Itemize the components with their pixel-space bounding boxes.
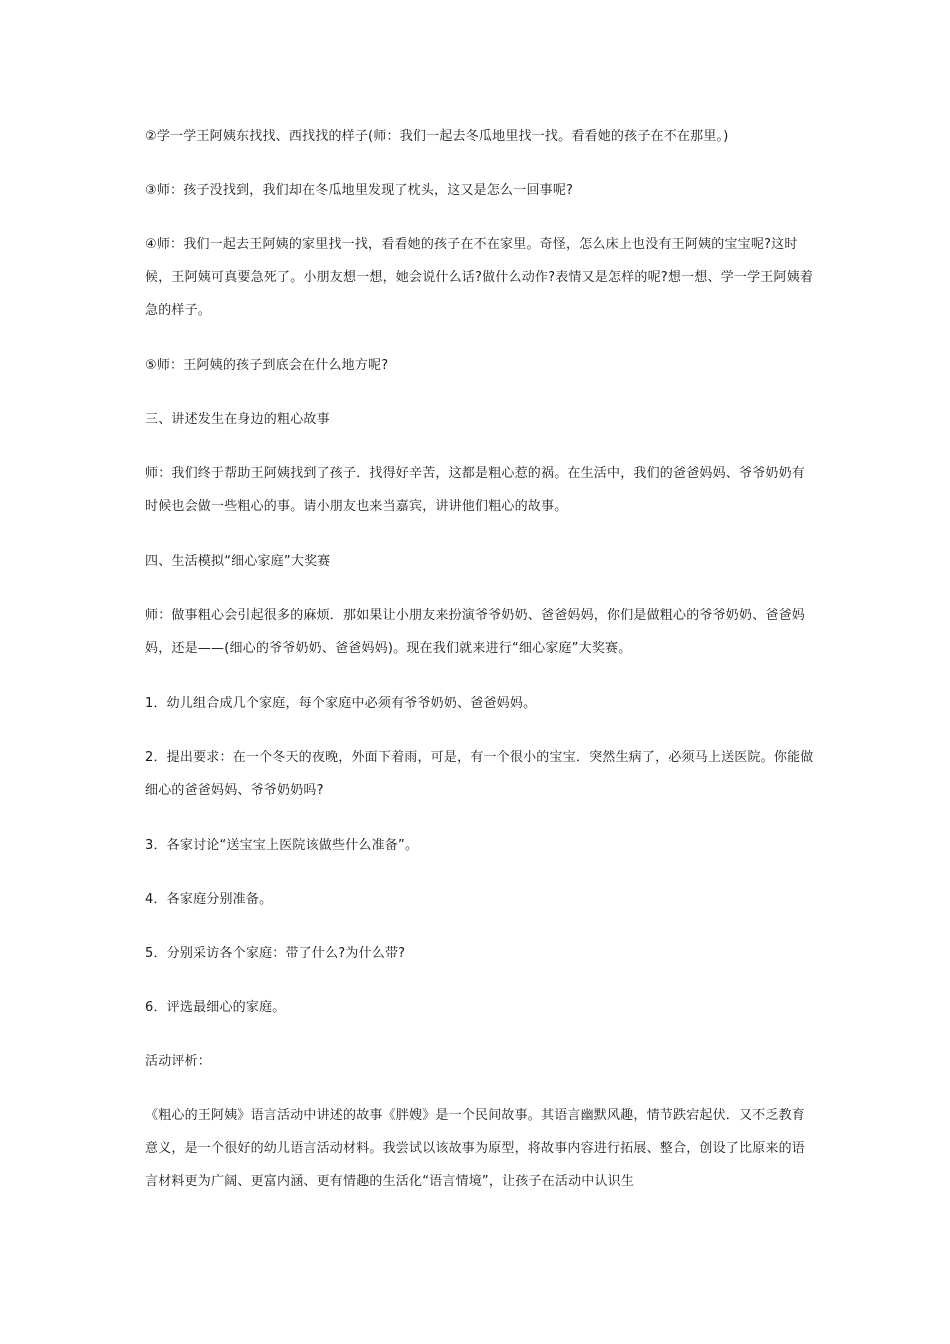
list-item-4: 4．各家庭分别准备。 — [145, 892, 273, 907]
list-item-1: 1．幼儿组合成几个家庭，每个家庭中必须有爷爷奶奶、爸爸妈妈。 — [145, 696, 537, 711]
evaluation-heading: 活动评析： — [145, 1054, 212, 1069]
paragraph-section-4-body: 师：做事粗心会引起很多的麻烦．那如果让小朋友来扮演爷爷奶奶、爸爸妈妈，你们是做粗心的爷爷奶奶、爸爸妈妈，还是——(细心的爷爷奶奶、爸爸妈妈)。现在我们就来进行“细心家庭”大奖赛。 — [145, 608, 806, 656]
paragraph-section-3-body: 师：我们终于帮助王阿姨找到了孩子．找得好辛苦，这都是粗心惹的祸。在生活中，我们的爸爸妈妈、爷爷奶奶有时候也会做一些粗心的事。请小朋友也来当嘉宾，讲讲他们粗心的故事。 — [145, 466, 806, 514]
list-item-5: 5．分别采访各个家庭：带了什么?为什么带? — [145, 946, 406, 961]
list-item-6: 6．评选最细心的家庭。 — [145, 1000, 286, 1015]
list-item-3: 3．各家讨论“送宝宝上医院该做些什么准备”。 — [145, 838, 419, 853]
paragraph-step-5: ⑤师：王阿姨的孩子到底会在什么地方呢? — [145, 358, 389, 373]
section-heading-4: 四、生活模拟“细心家庭”大奖赛 — [145, 554, 331, 569]
paragraph-step-4: ④师：我们一起去王阿姨的家里找一找，看看她的孩子在不在家里。奇怪，怎么床上也没有王阿姨的宝宝呢?这时候，王阿姨可真要急死了。小朋友想一想，她会说什么话?做什么动作?表情又是怎样的呢?想一想、学一学王阿姨着急的样子。 — [145, 237, 814, 318]
evaluation-body: 《粗心的王阿姨》语言活动中讲述的故事《胖嫂》是一个民间故事。其语言幽默风趣，情节跌宕起伏．又不乏教育意义，是一个很好的幼儿语言活动材料。我尝试以该故事为原型，将故事内容进行拓展、整合，创设了比原来的语言材料更为广阔、更富内涵、更有情趣的生活化“语言情境”，让孩子在活动中认识生 — [145, 1108, 806, 1189]
section-heading-3: 三、讲述发生在身边的粗心故事 — [145, 412, 330, 427]
paragraph-step-2: ②学一学王阿姨东找找、西找找的样子(师：我们一起去冬瓜地里找一找。看看她的孩子在不在那里。) — [145, 129, 729, 144]
list-item-2: 2．提出要求：在一个冬天的夜晚，外面下着雨，可是，有一个很小的宝宝．突然生病了，必须马上送医院。你能做细心的爸爸妈妈、爷爷奶奶吗? — [145, 750, 814, 798]
paragraph-step-3: ③师：孩子没找到，我们却在冬瓜地里发现了枕头，这又是怎么一回事呢? — [145, 183, 574, 198]
